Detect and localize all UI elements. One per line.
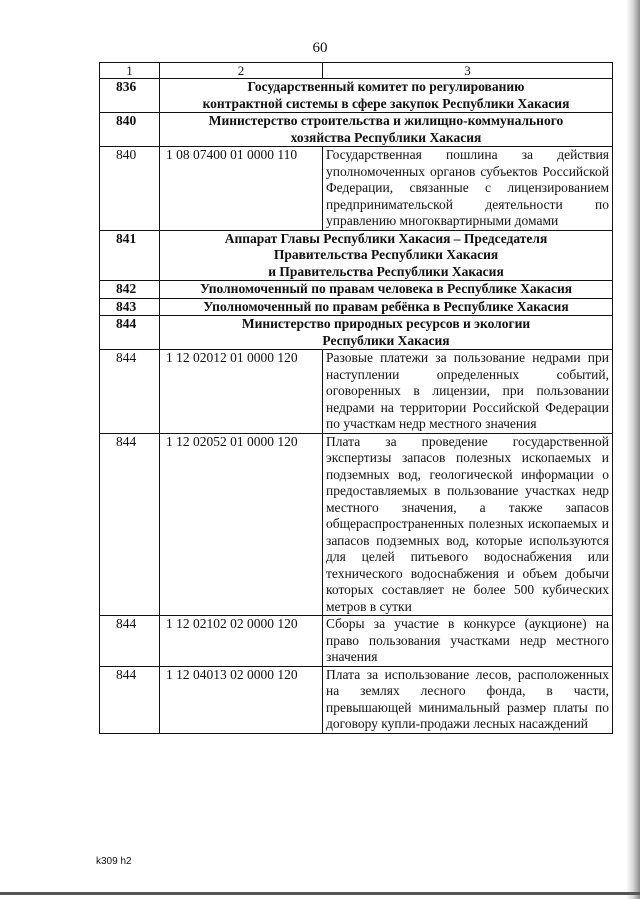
revenue-description: Государственная пошлина за действия уполномоченных органов субъектов Российской Федерации, связанные с лицензированием предпринимательской деятельности по управлению многоквартирными домами — [323, 147, 613, 231]
revenue-code: 1 08 07400 01 0000 110 — [160, 147, 323, 231]
admin-code: 844 — [100, 616, 160, 667]
admin-code: 844 — [100, 350, 160, 434]
admin-code: 842 — [100, 281, 160, 299]
table-row — [100, 433, 613, 616]
section-title-line: и Правительства Республики Хакасия — [268, 263, 504, 279]
section-title-line: Республики Хакасия — [322, 332, 450, 348]
table-row — [100, 666, 613, 733]
section-title — [160, 281, 613, 299]
section-title-line: Министерство строительства и жилищно-коммунального — [208, 113, 564, 128]
admin-code: 844 — [100, 666, 160, 733]
admin-code: 836 — [100, 79, 160, 113]
revenue-code: 1 12 04013 02 0000 120 — [160, 666, 323, 733]
revenue-code: 1 12 02102 02 0000 120 — [160, 616, 323, 667]
revenue-code-table — [99, 62, 613, 734]
section-row — [100, 298, 613, 316]
section-row — [100, 281, 613, 299]
section-row — [100, 79, 613, 113]
table-row — [100, 616, 613, 667]
header-col-3: 3 — [323, 63, 613, 79]
section-title — [160, 316, 613, 350]
table-row — [100, 147, 613, 231]
table-row — [100, 350, 613, 434]
scan-edge-shadow — [626, 0, 640, 899]
revenue-code: 1 12 02012 01 0000 120 — [160, 350, 323, 434]
admin-code: 844 — [100, 433, 160, 616]
section-title-line: Аппарат Главы Республики Хакасия – Председателя — [224, 230, 548, 246]
section-title — [160, 113, 613, 147]
footer-code: k309 h2 — [96, 856, 132, 867]
section-title — [160, 79, 613, 113]
header-col-2: 2 — [160, 63, 323, 79]
section-title-line: Уполномоченный по правам человека в Республике Хакасия — [199, 281, 573, 296]
admin-code: 841 — [100, 230, 160, 281]
section-row — [100, 230, 613, 281]
revenue-description: Разовые платежи за пользование недрами при наступлении определенных событий, оговоренных в лицензии, при пользовании недрами на территории Российской Федерации по участкам недр местного значения — [323, 350, 613, 434]
admin-code: 840 — [100, 147, 160, 231]
admin-code: 843 — [100, 298, 160, 316]
admin-code: 844 — [100, 316, 160, 350]
section-row — [100, 316, 613, 350]
section-title-line: Правительства Республики Хакасия — [273, 247, 499, 262]
section-title-line: Уполномоченный по правам ребёнка в Республике Хакасия — [203, 298, 569, 314]
revenue-code: 1 12 02052 01 0000 120 — [160, 433, 323, 616]
section-title-line: контрактной системы в сфере закупок Республики Хакасия — [202, 95, 570, 111]
section-row — [100, 113, 613, 147]
section-title — [160, 298, 613, 316]
admin-code: 840 — [100, 113, 160, 147]
table-header-row — [100, 63, 613, 79]
scan-bottom-line — [0, 892, 640, 895]
section-title — [160, 230, 613, 281]
section-title-line: хозяйства Республики Хакасия — [290, 129, 482, 145]
revenue-description: Сборы за участие в конкурсе (аукционе) на право пользования участками недр местного значения — [323, 616, 613, 667]
section-title-line: Министерство природных ресурсов и экологии — [241, 316, 531, 331]
section-title-line: Государственный комитет по регулированию — [247, 79, 525, 94]
revenue-description: Плата за использование лесов, расположенных на землях лесного фонда, в части, превышающей минимальный размер платы по договору купли-продажи лесных насаждений — [323, 666, 613, 733]
header-col-1: 1 — [100, 63, 160, 79]
page-number: 60 — [312, 40, 328, 56]
revenue-description: Плата за проведение государственной экспертизы запасов полезных ископаемых и подземных вод, геологической информации о предоставляемых в пользование участках недр местного значения, а также запасов общераспространенных полезных ископаемых и запасов подземных вод, которые используются для целей питьевого водоснабжения или технического водоснабжения и объем добычи которых составляет не более 500 кубических метров в сутки — [323, 433, 613, 616]
